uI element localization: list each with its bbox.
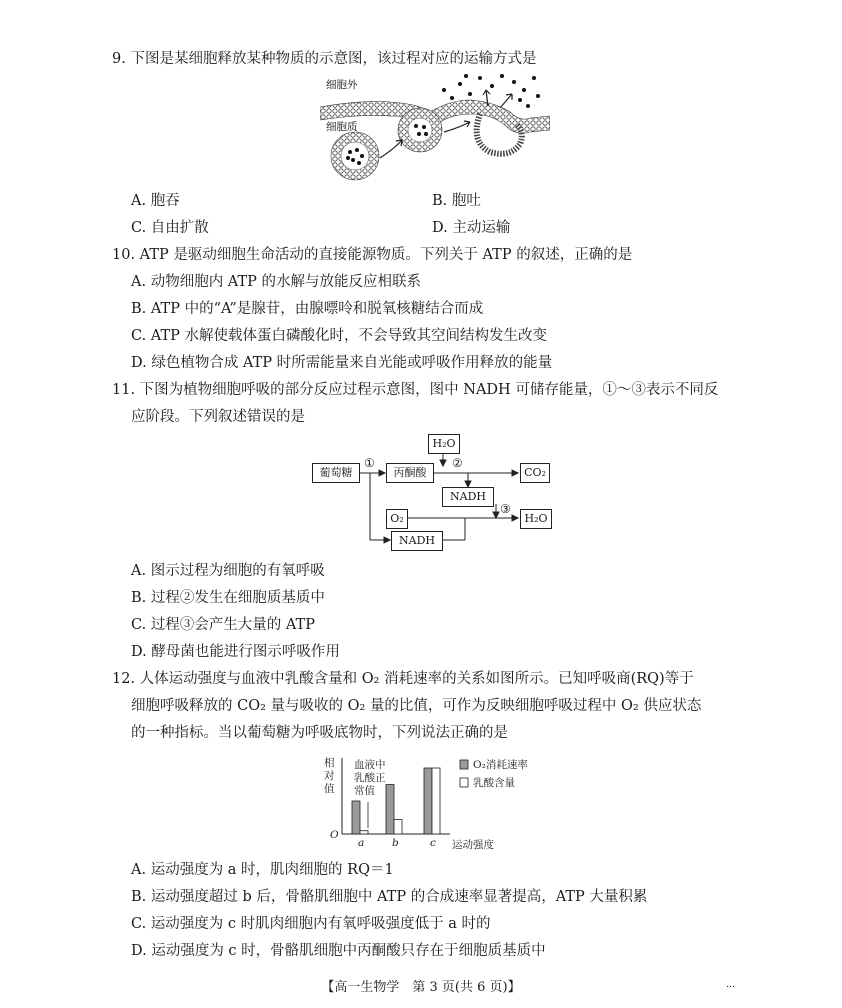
- glucose-box: 葡萄糖: [312, 463, 360, 483]
- bar-c-lactate: [432, 768, 440, 834]
- q12-stem-line2: 细胞呼吸释放的 CO₂ 量与吸收的 O₂ 量的比值，可作为反映细胞呼吸过程中 O₂ 供应状态: [131, 698, 702, 714]
- q10-option-c: C. ATP 水解使载体蛋白磷酸化时，不会导致其空间结构发生改变: [131, 328, 548, 344]
- q12-option-a: A. 运动强度为 a 时，肌肉细胞的 RQ＝1: [131, 862, 394, 878]
- q11-option-c: C. 过程③会产生大量的 ATP: [131, 617, 316, 633]
- x-tick-b: b: [392, 837, 399, 849]
- x-tick-c: c: [430, 837, 436, 849]
- step3-label: ③: [500, 502, 511, 516]
- co2-box: CO₂: [520, 463, 550, 483]
- water-out-box: H₂O: [520, 509, 552, 529]
- legend-label-0: O₂消耗速率: [473, 759, 528, 771]
- step2-label: ②: [452, 456, 463, 470]
- q9-option-a: A. 胞吞: [131, 193, 180, 209]
- q9-option-d: D. 主动运输: [432, 220, 511, 236]
- q12-stem-line3: 的一种指标。当以葡萄糖为呼吸底物时，下列说法正确的是: [131, 725, 508, 741]
- annotation-line: 常值: [354, 785, 375, 797]
- annotation-line: 乳酸正: [354, 772, 386, 784]
- q12-stem-line1: 12. 人体运动强度与血液中乳酸含量和 O₂ 消耗速率的关系如图所示。已知呼吸商(RQ)等于: [112, 671, 694, 687]
- q11-option-a: A. 图示过程为细胞的有氧呼吸: [131, 563, 325, 579]
- label-outside: 细胞外: [326, 79, 358, 91]
- exocytosis-figure: [320, 72, 550, 184]
- step1-label: ①: [364, 456, 375, 470]
- respiration-diagram: [300, 432, 570, 552]
- bar-c-o2: [424, 768, 432, 834]
- q10-option-b: B. ATP 中的“A”是腺苷，由腺嘌呤和脱氧核糖结合而成: [131, 301, 484, 317]
- q9-option-b: B. 胞吐: [432, 193, 481, 209]
- y-label-char: 值: [324, 783, 335, 795]
- lactate-o2-chart: [320, 752, 560, 858]
- legend-label-1: 乳酸含量: [473, 777, 515, 789]
- nadh-bottom-box: NADH: [391, 531, 443, 551]
- legend-swatch-0: [460, 760, 468, 769]
- x-label: 运动强度: [452, 839, 494, 851]
- footer-mark: …: [726, 980, 735, 990]
- q11-stem-line1: 11. 下图为植物细胞呼吸的部分反应过程示意图，图中 NADH 可储存能量，①～③表示不同反: [112, 382, 719, 398]
- bar-b-lactate: [394, 819, 402, 834]
- annotation-line: 血液中: [354, 759, 386, 771]
- o2-box: O₂: [386, 509, 408, 529]
- q12-option-c: C. 运动强度为 c 时肌肉细胞内有氧呼吸强度低于 a 时的: [131, 916, 491, 932]
- pyruvate-box: 丙酮酸: [386, 463, 434, 483]
- legend-swatch-1: [460, 778, 468, 787]
- y-label-char: 相: [324, 757, 335, 769]
- page-footer: 【高一生物学 第 3 页(共 6 页)】: [321, 980, 521, 995]
- bar-b-o2: [386, 785, 394, 835]
- q11-stem-line2: 应阶段。下列叙述错误的是: [131, 409, 305, 425]
- origin-label: O: [330, 829, 339, 841]
- q12-option-b: B. 运动强度超过 b 后，骨骼肌细胞中 ATP 的合成速率显著提高，ATP 大量积累: [131, 889, 648, 905]
- q11-option-d: D. 酵母菌也能进行图示呼吸作用: [131, 644, 340, 660]
- x-tick-a: a: [358, 837, 365, 849]
- q11-option-b: B. 过程②发生在细胞质基质中: [131, 590, 325, 606]
- q9-stem: 9. 下图是某细胞释放某种物质的示意图，该过程对应的运输方式是: [112, 51, 537, 67]
- q10-option-a: A. 动物细胞内 ATP 的水解与放能反应相联系: [131, 274, 422, 290]
- q10-stem: 10. ATP 是驱动细胞生命活动的直接能源物质。下列关于 ATP 的叙述，正确的是: [112, 247, 633, 263]
- bar-a-o2: [352, 801, 360, 834]
- q9-option-c: C. 自由扩散: [131, 220, 209, 236]
- q12-option-d: D. 运动强度为 c 时，骨骼肌细胞中丙酮酸只存在于细胞质基质中: [131, 943, 546, 959]
- nadh-top-box: NADH: [442, 487, 494, 507]
- q10-option-d: D. 绿色植物合成 ATP 时所需能量来自光能或呼吸作用释放的能量: [131, 355, 553, 371]
- bar-a-lactate: [360, 831, 368, 834]
- water-in-box: H₂O: [428, 434, 460, 454]
- label-cytoplasm: 细胞质: [326, 121, 358, 133]
- y-label-char: 对: [324, 770, 335, 782]
